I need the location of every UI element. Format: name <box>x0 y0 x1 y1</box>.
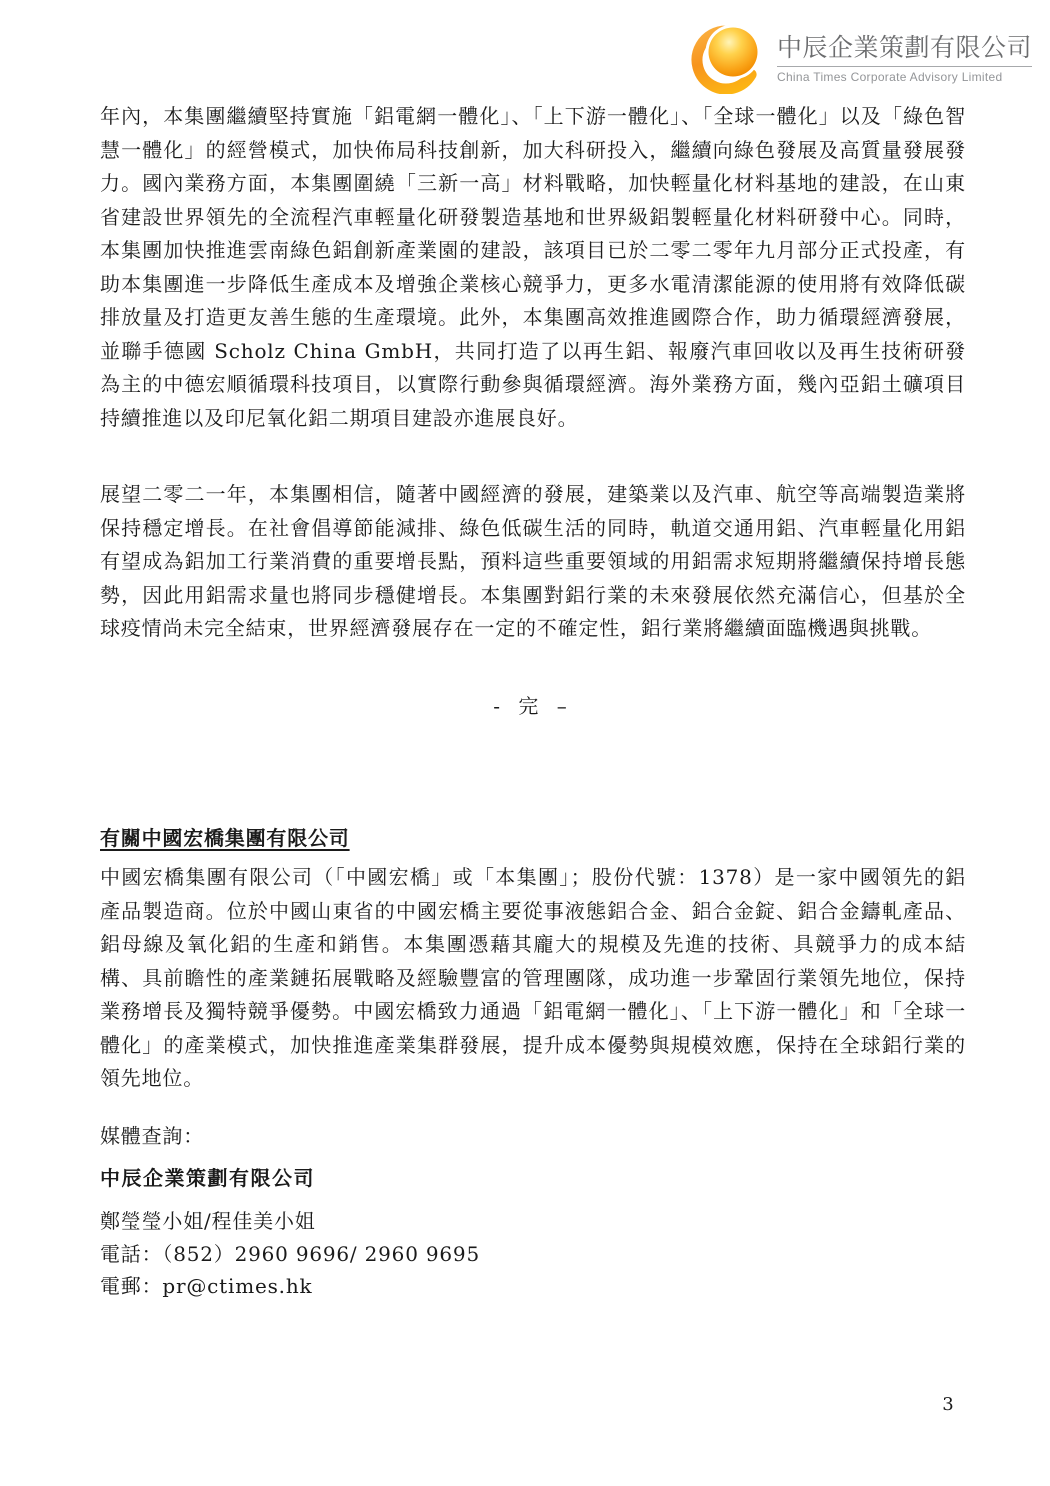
contact-details <box>100 1205 966 1303</box>
contact-phone: 電話：（852）2960 9696/ 2960 9695 <box>100 1241 480 1266</box>
paragraph-operations: 年內，本集團繼續堅持實施「鋁電網一體化」、「上下游一體化」、「全球一體化」以及「綠色智慧一體化」的經營模式，加快佈局科技創新，加大科研投入，繼續向綠色發展及高質量發展發力。國內業務方面，本集團圍繞「三新一高」材料戰略，加快輕量化材料基地的建設，在山東省建設世界領先的全流程汽車輕量化研發製造基地和世界級鋁製輕量化材料研發中心。同時，本集團加快推進雲南綠色鋁創新產業園的建設，該項目已於二零二零年九月部分正式投產，有助本集團進一步降低生產成本及增強企業核心競爭力，更多水電清潔能源的使用將有效降低碳排放量及打造更友善生態的生產環境。此外，本集團高效推進國際合作，助力循環經濟發展，並聯手德國 Scholz China GmbH，共同打造了以再生鋁、報廢汽車回收以及再生技術研發為主的中德宏順循環科技項目，以實際行動參與循環經濟。海外業務方面，幾內亞鋁土礦項目持續推進以及印尼氧化鋁二期項目建設亦進展良好。 <box>100 104 966 430</box>
about-paragraph: 中國宏橋集團有限公司（「中國宏橋」或「本集團」；股份代號：1378）是一家中國領先的鋁產品製造商。位於中國山東省的中國宏橋主要從事液態鋁合金、鋁合金錠、鋁合金鑄軋產品、鋁母線及氧化鋁的生產和銷售。本集團憑藉其龐大的規模及先進的技術、具競爭力的成本結構、具前瞻性的產業鏈拓展戰略及經驗豐富的管理團隊，成功進一步鞏固行業領先地位，保持業務增長及獨特競爭優勢。中國宏橋致力通過「鋁電網一體化」、「上下游一體化」和「全球一體化」的產業模式，加快推進產業集群發展，提升成本優勢與規模效應，保持在全球鋁行業的領先地位。 <box>100 865 966 1090</box>
media-enquiries-label: 媒體查詢： <box>100 1124 204 1148</box>
contact-company-name: 中辰企業策劃有限公司 <box>100 1166 315 1190</box>
about-heading: 有關中國宏橋集團有限公司 <box>100 826 350 850</box>
contact-persons: 鄭瑩瑩小姐/程佳美小姐 <box>100 1209 316 1233</box>
logo-divider <box>777 66 1032 67</box>
logo-company-name-en: China Times Corporate Advisory Limited <box>776 69 1003 84</box>
logo-company-name-zh: 中辰企業策劃有限公司 <box>776 33 1032 62</box>
end-mark: - 完 – <box>493 694 573 718</box>
sun-swoosh-logo-icon <box>689 22 767 94</box>
logo <box>689 22 1032 94</box>
contact-email: 電郵：pr@ctimes.hk <box>100 1274 313 1298</box>
logo-text <box>777 33 1032 84</box>
page-number: 3 <box>942 1394 954 1415</box>
paragraph-outlook: 展望二零二一年，本集團相信，隨著中國經濟的發展，建築業以及汽車、航空等高端製造業將保持穩定增長。在社會倡導節能減排、綠色低碳生活的同時，軌道交通用鋁、汽車輕量化用鋁有望成為鋁加工行業消費的重要增長點，預料這些重要領域的用鋁需求短期將繼續保持增長態勢，因此用鋁需求量也將同步穩健增長。本集團對鋁行業的未來發展依然充滿信心，但基於全球疫情尚未完全結束，世界經濟發展存在一定的不確定性，鋁行業將繼續面臨機遇與挑戰。 <box>100 482 966 640</box>
